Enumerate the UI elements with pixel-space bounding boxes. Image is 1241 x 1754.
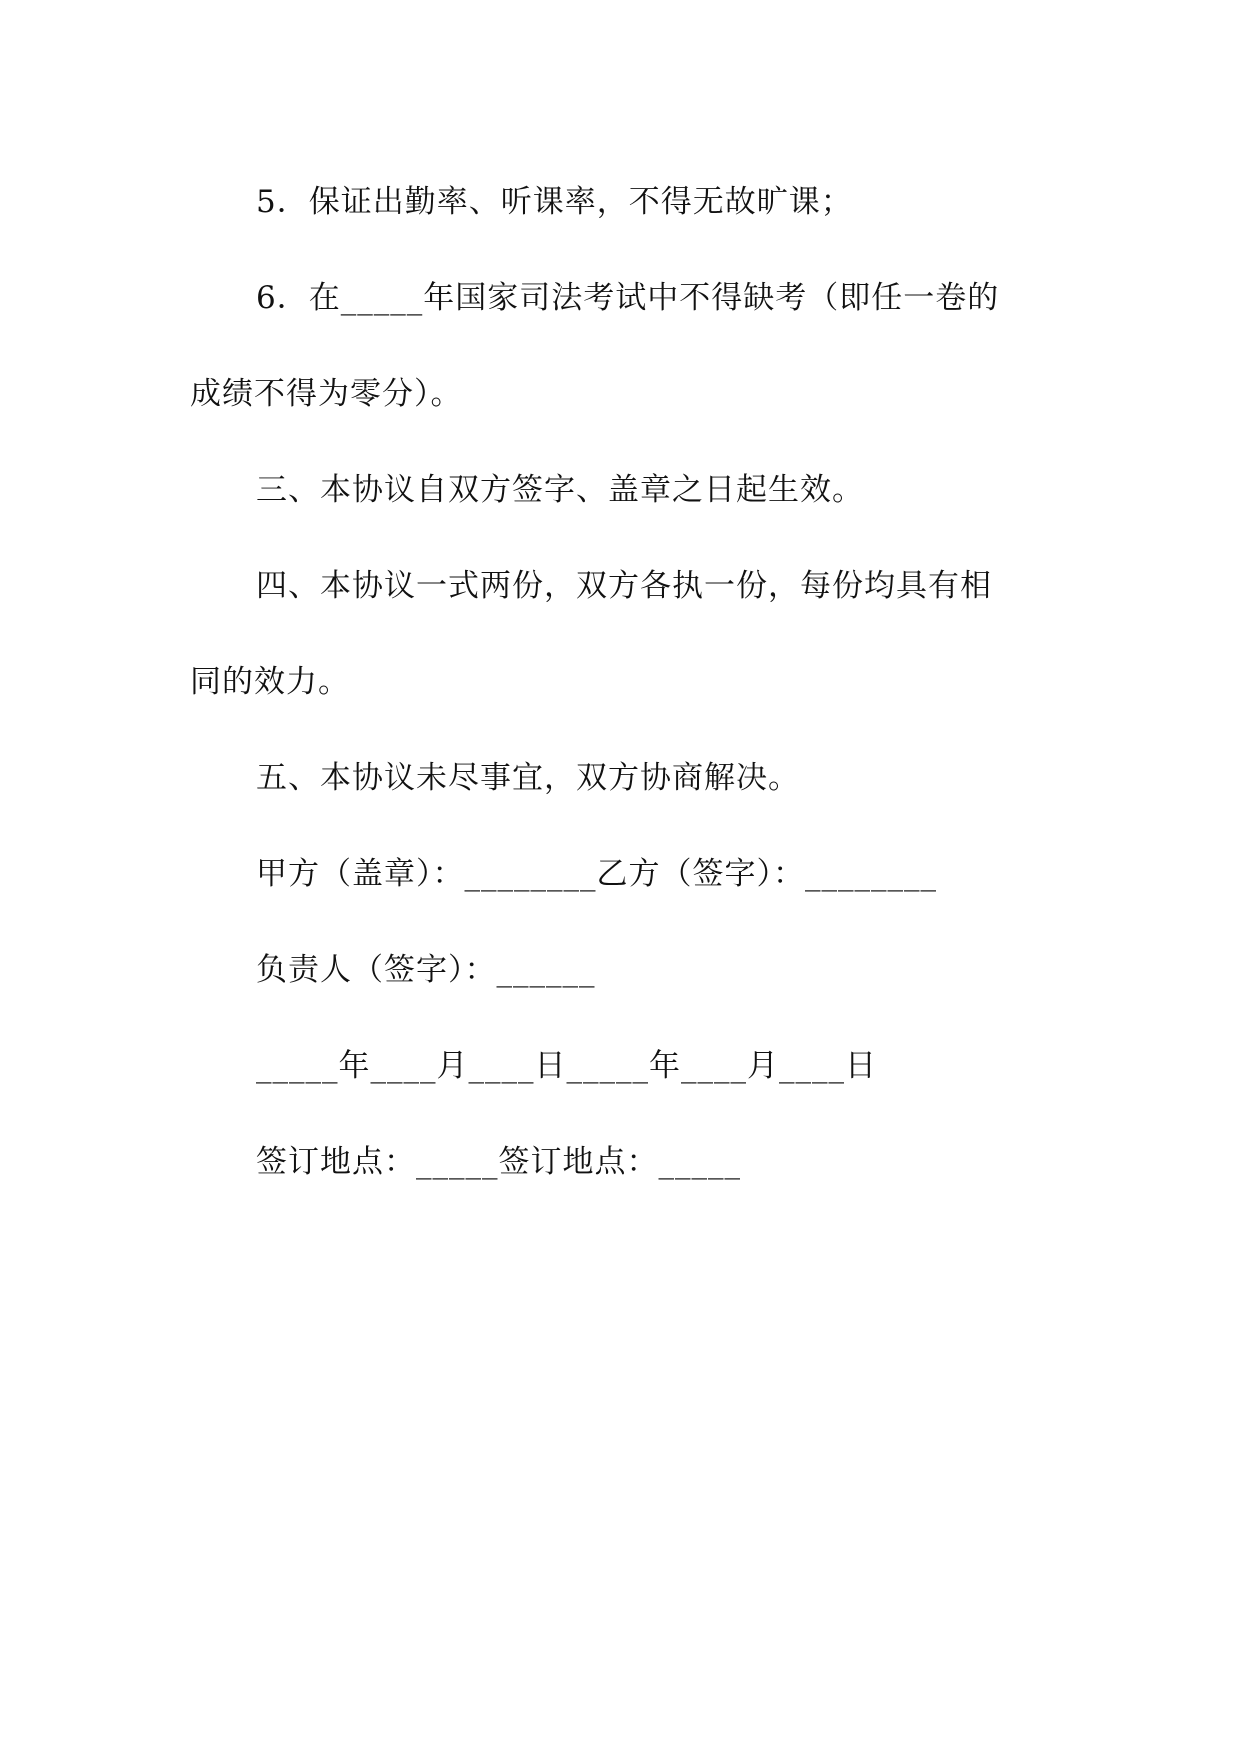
clause-5-attendance: 5．保证出勤率、听课率，不得无故旷课； bbox=[256, 184, 853, 220]
article-4-copies-line-2: 同的效力。 bbox=[190, 664, 350, 700]
article-3-effective: 三、本协议自双方签字、盖章之日起生效。 bbox=[256, 472, 864, 508]
party-signature-line: 甲方（盖章）：________乙方（签字）：________ bbox=[256, 856, 937, 892]
signing-location-line: 签订地点：_____签订地点：_____ bbox=[256, 1144, 741, 1180]
article-5-negotiation: 五、本协议未尽事宜，双方协商解决。 bbox=[256, 760, 800, 796]
signing-date-line: _____年____月____日_____年____月____日 bbox=[256, 1048, 877, 1084]
article-4-copies-line-1: 四、本协议一式两份，双方各执一份，每份均具有相 bbox=[256, 568, 992, 604]
clause-6-exam-line-2: 成绩不得为零分）。 bbox=[190, 376, 463, 412]
clause-6-exam-line-1: 6．在_____年国家司法考试中不得缺考（即任一卷的 bbox=[256, 280, 1000, 316]
responsible-person-line: 负责人（签字）：______ bbox=[256, 952, 596, 988]
